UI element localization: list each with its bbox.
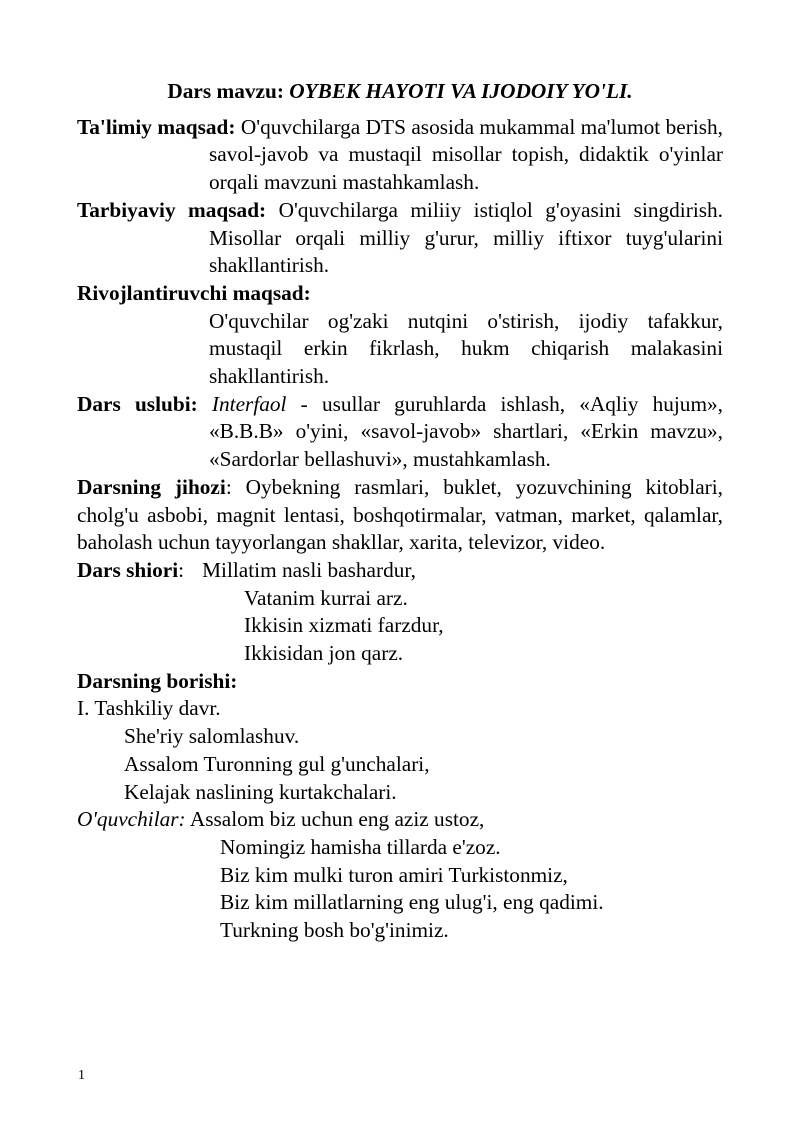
darsning-jihozi: [77, 474, 723, 557]
title-prefix: Dars mavzu:: [167, 79, 290, 103]
talimiy-text: O'quvchilarga DTS asosida mukammal ma'lumot berish, savol-javob va mustaqil misollar topish, didaktik o'yinlar orqali mavzuni mastahkamlash.: [209, 114, 724, 195]
oquvchilar-line: Biz kim mulki turon amiri Turkistonmiz,: [220, 862, 568, 887]
rivojlantiruvchi-label: Rivojlantiruvchi maqsad:: [77, 280, 311, 305]
rivojlantiruvchi-text: O'quvchilar og'zaki nutqini o'stirish, ijodiy tafakkur, mustaqil erkin fikrlash, hukm chiqarish malakasini shakllantirish.: [209, 308, 723, 389]
oquvchilar-line: Biz kim millatlarning eng ulug'i, eng qadimi.: [220, 890, 604, 915]
oquvchilar-label: O'quvchilar:: [77, 807, 186, 832]
document-page: [77, 78, 723, 945]
talimiy-maqsad: [77, 114, 723, 197]
oquvchilar-line: Nomingiz hamisha tillarda e'zoz.: [220, 834, 501, 859]
tashkiliy-line: Assalom Turonning gul g'unchalari,: [124, 751, 430, 776]
jihoz-label: Darsning jihozi: [77, 474, 226, 499]
talimiy-label: Ta'limiy maqsad:: [77, 114, 236, 139]
oquvchilar-block: [77, 806, 723, 945]
page-title: [77, 78, 723, 106]
tashkiliy-line: She'riy salomlashuv.: [124, 724, 300, 749]
shior-line: Ikkisidan jon qarz.: [244, 641, 404, 666]
shior-colon: :: [178, 557, 185, 582]
uslub-label: Dars uslubi:: [77, 391, 198, 416]
dars-uslubi: [77, 391, 723, 474]
darsning-borishi: Darsning borishi:: [77, 668, 238, 693]
shior-line: Millatim nasli bashardur,: [202, 557, 416, 582]
oquvchilar-line: Assalom biz uchun eng aziz ustoz,: [189, 807, 485, 832]
uslub-italic: Interfaol: [211, 391, 287, 416]
shior-label: Dars shiori: [77, 557, 179, 582]
tarbiyaviy-text: O'quvchilarga miliiy istiqlol g'oyasini singdirish. Misollar orqali milliy g'urur, milliy iftixor tuyg'ularini shakllantirish.: [209, 197, 723, 278]
oquvchilar-line: Turkning bosh bo'g'inimiz.: [220, 918, 449, 943]
shior-line: Vatanim kurrai arz.: [244, 585, 408, 610]
jihoz-text: : Oybekning rasmlari, buklet, yozuvchining kitoblari, cholg'u asbobi, magnit lentasi, boshqotirmalar, vatman, market, qalamlar, baholash uchun tayyorlangan shakllar, xarita, televizor, video.: [77, 474, 723, 555]
shior-line: Ikkisin xizmati farzdur,: [244, 613, 444, 638]
title-topic: OYBEK HAYOTI VA IJODOIY YO'LI.: [289, 79, 633, 103]
dars-shiori: [77, 557, 723, 668]
uslub-text: - usullar guruhlarda ishlash, «Aqliy hujum», «B.B.B» o'yini, «savol-javob» shartlari, «Erkin mavzu», «Sardorlar bellashuvi», mustahkamlash.: [209, 391, 723, 472]
tarbiyaviy-label: Tarbiyaviy maqsad:: [77, 197, 267, 222]
tashkiliy-heading: I. Tashkiliy davr.: [77, 696, 221, 721]
page-number: 1: [78, 1068, 85, 1083]
tarbiyaviy-maqsad: [77, 197, 723, 280]
tashkiliy-line: Kelajak naslining kurtakchalari.: [124, 779, 397, 804]
